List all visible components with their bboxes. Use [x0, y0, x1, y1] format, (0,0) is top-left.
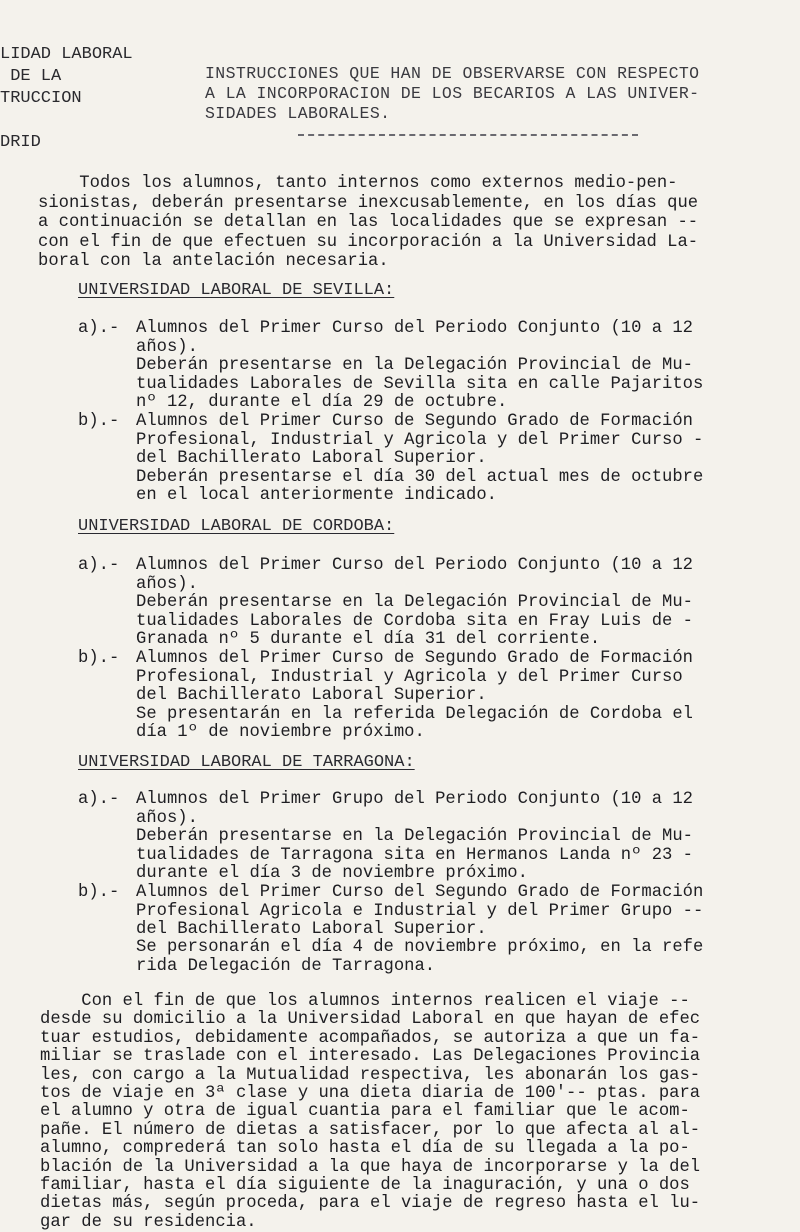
item-label: b).-: [78, 649, 120, 668]
item-line: Alumnos del Primer Grupo del Periodo Conjunto (10 a 12: [136, 790, 693, 809]
heading-divider: [298, 134, 638, 136]
item-line: años).: [136, 808, 198, 828]
item-line: Se personarán el día 4 de noviembre próximo, en la refe: [136, 938, 704, 957]
section-item: [78, 791, 693, 884]
section-title-sevilla: UNIVERSIDAD LABORAL DE SEVILLA:: [78, 281, 395, 300]
item-line: tualidades Laborales de Cordoba sita en Fray Luis de -: [136, 611, 693, 631]
closing-line: dietas más, según proceda, para el viaje de regreso hasta el lu-: [40, 1194, 701, 1214]
item-line: Profesional Agricola e Industrial y del Primer Grupo --: [136, 901, 704, 921]
item-line: nº 12, durante el día 29 de octubre.: [136, 393, 508, 413]
section-item: [78, 413, 703, 506]
section-title-cordoba: UNIVERSIDAD LABORAL DE CORDOBA:: [78, 517, 395, 536]
item-line: Deberán presentarse en la Delegación Provincial de Mu-: [136, 827, 693, 847]
closing-paragraph: [40, 993, 700, 1232]
item-line: durante el día 3 de noviembre próximo.: [136, 864, 528, 884]
item-label: b).-: [78, 883, 120, 902]
item-line: años).: [136, 574, 198, 594]
heading-line: INSTRUCCIONES QUE HAN DE OBSERVARSE CON RESPECTO: [205, 64, 700, 83]
sender-line: DRID: [0, 133, 41, 152]
item-line: tualidades Laborales de Sevilla sita en calle Pajaritos: [136, 374, 704, 394]
closing-line: tuar estudios, debidamente acompañados, se autoriza a que un fa-: [40, 1028, 701, 1048]
item-label: a).-: [78, 790, 120, 809]
item-line: Deberán presentarse en la Delegación Provincial de Mu-: [136, 593, 693, 613]
item-line: Se presentarán en la referida Delegación de Cordoba el: [136, 704, 693, 724]
item-line: Profesional, Industrial y Agricola y del Primer Curso -: [136, 430, 704, 450]
item-line: Alumnos del Primer Curso del Segundo Grado de Formación: [136, 883, 704, 902]
item-line: del Bachillerato Laboral Superior.: [136, 686, 487, 706]
sender-line: LIDAD LABORAL: [0, 45, 133, 64]
closing-line: blación de la Universidad a la que haya de incorporarse y la del: [40, 1157, 701, 1177]
sender-line: TRUCCION: [0, 89, 82, 108]
closing-line: desde su domicilio a la Universidad Laboral en que hayan de efec: [40, 1010, 701, 1030]
closing-line: miliar se traslade con el interesado. Las Delegaciones Provincia: [40, 1047, 701, 1067]
intro-paragraph: [38, 174, 698, 272]
item-line: Deberán presentarse el día 30 del actual mes de octubre: [136, 467, 704, 487]
item-line: Profesional, Industrial y Agricola y del Primer Curso: [136, 667, 683, 687]
document-heading: [205, 64, 775, 124]
item-label: a).-: [78, 319, 120, 338]
item-line: tualidades de Tarragona sita en Hermanos Landa nº 23 -: [136, 845, 693, 865]
closing-line: el alumno y otra de igual cuantia para el familiar que le acom-: [40, 1102, 690, 1122]
closing-line: tos de viaje en 3ª clase y una dieta diaria de 100'-- ptas. para: [40, 1084, 701, 1104]
item-line: Alumnos del Primer Curso de Segundo Grado de Formación: [136, 412, 693, 431]
sender-block: [0, 44, 133, 154]
item-line: Alumnos del Primer Curso de Segundo Grado de Formación: [136, 649, 693, 668]
item-line: en el local anteriormente indicado.: [136, 486, 497, 506]
item-label: b).-: [78, 412, 120, 431]
closing-line: familiar, hasta el día siguiente de la inaguración, y una o dos: [40, 1176, 690, 1196]
section-item: [78, 557, 693, 650]
closing-line: les, con cargo a la Mutualidad respectiva, les abonarán los gas-: [40, 1065, 701, 1085]
intro-line: Todos los alumnos, tanto internos como externos medio-pen-: [38, 174, 678, 193]
heading-line: SIDADES LABORALES.: [205, 104, 391, 123]
closing-line: pañe. El número de dietas a satisfacer, por lo que afecta al al-: [40, 1120, 701, 1140]
item-line: Alumnos del Primer Curso del Periodo Conjunto (10 a 12: [136, 319, 693, 338]
intro-line: boral con la antelación necesaria.: [38, 252, 389, 272]
sender-line: [0, 110, 133, 132]
intro-line: con el fin de que efectuen su incorporación a la Universidad La-: [38, 232, 699, 252]
section-title-tarragona: UNIVERSIDAD LABORAL DE TARRAGONA:: [78, 753, 415, 772]
item-line: Alumnos del Primer Curso del Periodo Conjunto (10 a 12: [136, 556, 693, 575]
section-item: [78, 650, 693, 743]
heading-line: A LA INCORPORACION DE LOS BECARIOS A LAS UNIVER-: [205, 84, 700, 103]
closing-line: gar de su residencia.: [40, 1212, 257, 1232]
intro-line: a continuación se detallan en las localidades que se expresan --: [38, 213, 699, 233]
section-item: [78, 939, 703, 976]
item-line: del Bachillerato Laboral Superior.: [136, 920, 487, 940]
closing-line: alumno, comprederá tan solo hasta el día de su llegada a la po-: [40, 1139, 690, 1159]
item-line: rida Delegación de Tarragona.: [136, 956, 436, 976]
item-line: del Bachillerato Laboral Superior.: [136, 449, 487, 469]
item-line: día 1º de noviembre próximo.: [136, 723, 425, 743]
closing-line: Con el fin de que los alumnos internos realicen el viaje --: [40, 992, 690, 1011]
item-line: años).: [136, 337, 198, 357]
item-line: Granada nº 5 durante el día 31 del corriente.: [136, 630, 601, 650]
section-item: [78, 320, 703, 413]
sender-line: DE LA: [0, 67, 62, 86]
section-item: [78, 884, 703, 940]
item-label: a).-: [78, 556, 120, 575]
item-line: Deberán presentarse en la Delegación Provincial de Mu-: [136, 356, 693, 376]
intro-line: sionistas, deberán presentarse inexcusablemente, en los días que: [38, 193, 699, 213]
